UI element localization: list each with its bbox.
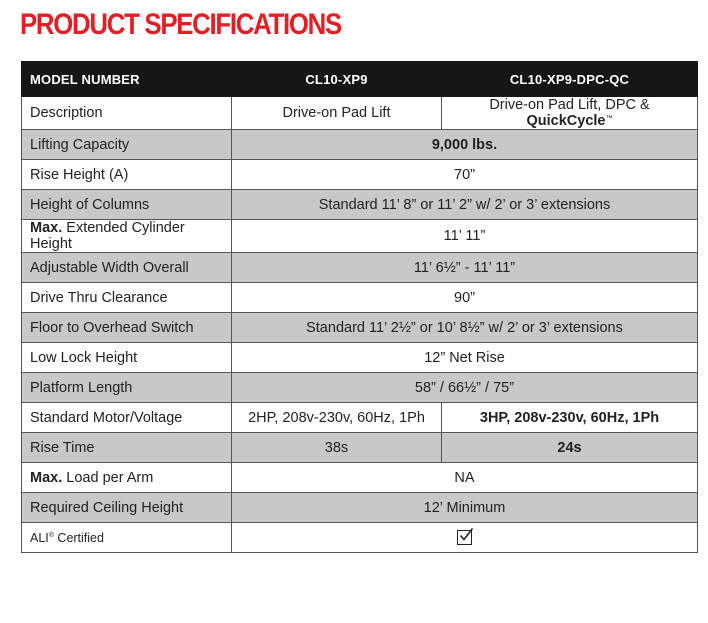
row-overhead-switch <box>22 313 698 343</box>
header-model-number: MODEL NUMBER <box>22 62 232 97</box>
row-label: Required Ceiling Height <box>22 493 232 523</box>
row-label: Description <box>22 97 232 130</box>
row-label: Standard Motor/Voltage <box>22 403 232 433</box>
row-label <box>22 220 232 253</box>
row-label: Lifting Capacity <box>22 130 232 160</box>
registered-mark: ® <box>48 531 54 539</box>
rise-time-model-2: 24s <box>442 433 698 463</box>
row-low-lock-height <box>22 343 698 373</box>
row-label <box>22 463 232 493</box>
description-model-2 <box>442 97 698 130</box>
row-platform-length <box>22 373 698 403</box>
row-ceiling-height <box>22 493 698 523</box>
row-label: Rise Height (A) <box>22 160 232 190</box>
page-title: PRODUCT SPECIFICATIONS <box>20 8 341 41</box>
motor-model-2: 3HP, 208v-230v, 60Hz, 1Ph <box>442 403 698 433</box>
description-model-1: Drive-on Pad Lift <box>232 97 442 130</box>
row-value: 11’ 6½” - 11’ 11” <box>232 253 698 283</box>
rise-time-model-1: 38s <box>232 433 442 463</box>
row-value: 90” <box>232 283 698 313</box>
row-label: Height of Columns <box>22 190 232 220</box>
table-header-row <box>22 62 698 97</box>
row-value: 12” Net Rise <box>232 343 698 373</box>
row-cylinder-height <box>22 220 698 253</box>
header-model-1: CL10-XP9 <box>232 62 442 97</box>
row-value: 70” <box>232 160 698 190</box>
label-bold: Max. <box>30 220 63 236</box>
row-value: NA <box>232 463 698 493</box>
row-value <box>232 523 698 553</box>
row-value: Standard 11’ 8” or 11’ 2” w/ 2’ or 3’ extensions <box>232 190 698 220</box>
quickcycle-label: QuickCycle <box>526 113 606 129</box>
row-rise-time <box>22 433 698 463</box>
row-height-of-columns <box>22 190 698 220</box>
checkbox-checked-icon <box>457 530 472 545</box>
ali-label: ALI <box>30 530 49 545</box>
row-ali-certified <box>22 523 698 553</box>
row-value: Standard 11’ 2½” or 10’ 8½” w/ 2’ or 3’ extensions <box>232 313 698 343</box>
description-line: Drive-on Pad Lift, DPC & <box>489 97 650 113</box>
row-label <box>22 523 232 553</box>
row-label: Drive Thru Clearance <box>22 283 232 313</box>
row-lifting-capacity <box>22 130 698 160</box>
header-model-2: CL10-XP9-DPC-QC <box>442 62 698 97</box>
row-description <box>22 97 698 130</box>
spec-table <box>21 61 698 553</box>
label-rest: Extended Cylinder Height <box>30 220 185 252</box>
row-label: Rise Time <box>22 433 232 463</box>
row-motor-voltage <box>22 403 698 433</box>
row-label: Low Lock Height <box>22 343 232 373</box>
row-load-per-arm <box>22 463 698 493</box>
motor-model-1: 2HP, 208v-230v, 60Hz, 1Ph <box>232 403 442 433</box>
row-value: 12’ Minimum <box>232 493 698 523</box>
row-label: Platform Length <box>22 373 232 403</box>
label-rest: Load per Arm <box>62 469 154 486</box>
row-rise-height <box>22 160 698 190</box>
row-value: 58” / 66½” / 75” <box>232 373 698 403</box>
trademark-mark: ™ <box>605 115 613 122</box>
row-label: Adjustable Width Overall <box>22 253 232 283</box>
row-adjustable-width <box>22 253 698 283</box>
certified-label: Certified <box>53 530 104 545</box>
label-bold: Max. <box>30 469 63 486</box>
row-value: 11’ 11” <box>232 220 698 253</box>
row-value: 9,000 lbs. <box>232 130 698 160</box>
row-label: Floor to Overhead Switch <box>22 313 232 343</box>
row-drive-thru-clearance <box>22 283 698 313</box>
